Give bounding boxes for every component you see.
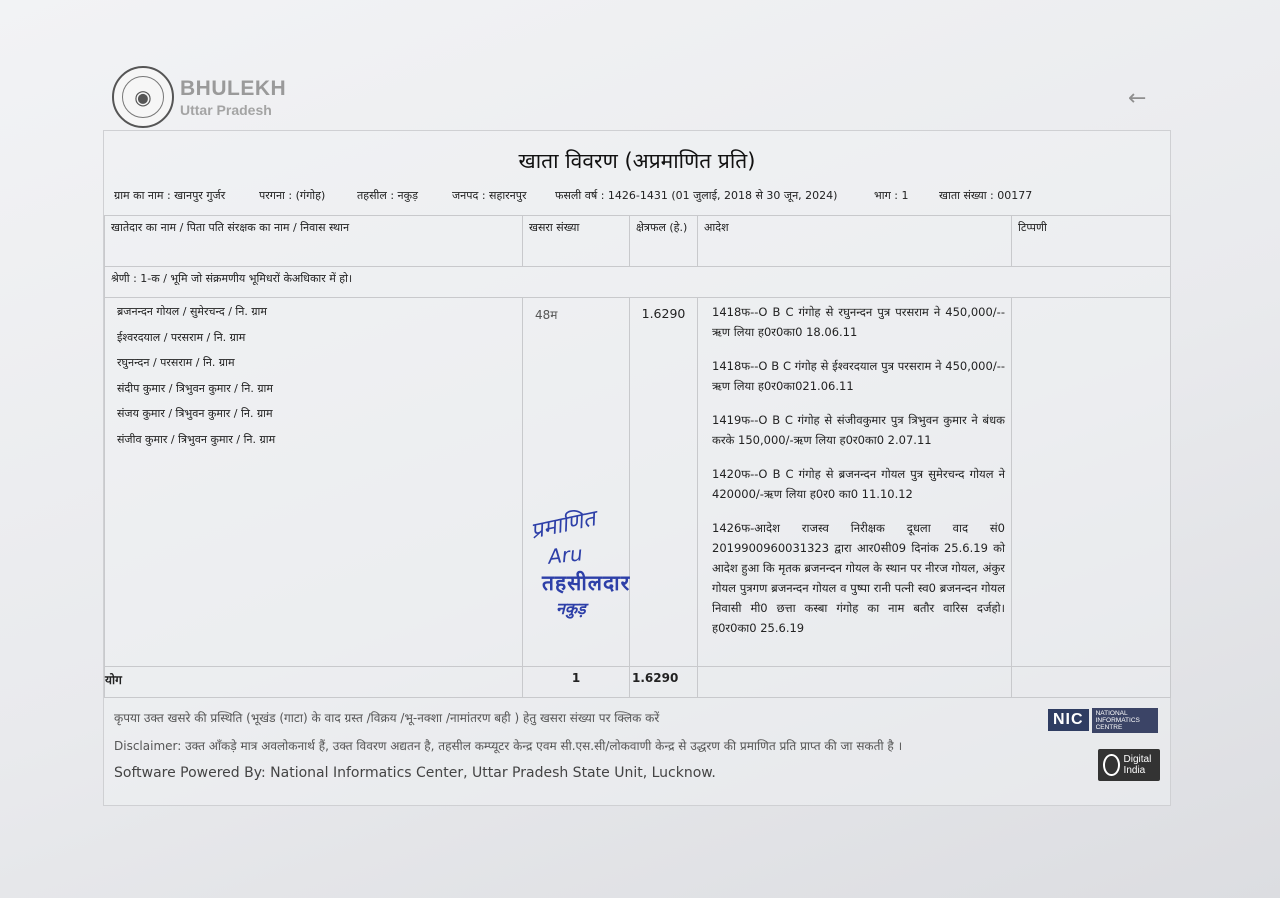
owner-item: संदीप कुमार / त्रिभुवन कुमार / नि. ग्राम [117, 381, 273, 395]
nic-mark: NIC [1048, 709, 1089, 731]
category-row [105, 267, 1171, 298]
pargana: परगना : (गंगोह) [259, 189, 326, 202]
account-number: खाता संख्या : 00177 [939, 189, 1033, 202]
signature-scribble: Aru [546, 541, 584, 569]
order-entry: 1418फ--O B C गंगोह से रघुनन्दन पुत्र परसराम ने 450,000/--ऋण लिया ह0र0का0 18.06.11 [712, 305, 1005, 339]
owner-item: संजय कुमार / त्रिभुवन कुमार / नि. ग्राम [117, 407, 273, 420]
tehsil: तहसील : नकुड़ [357, 189, 418, 202]
up-emblem-logo [112, 66, 174, 128]
nic-fullname: NATIONAL INFORMATICS CENTRE [1092, 708, 1158, 733]
site-header [112, 66, 286, 128]
powered-by: Software Powered By: National Informatics Center, Uttar Pradesh State Unit, Lucknow. [114, 765, 716, 781]
total-remark-empty [1012, 667, 1171, 698]
order-entry: 1420फ--O B C गंगोह से ब्रजनन्दन गोयल पुत्र सुमेरचन्द गोयल ने 420000/-ऋण लिया ह0र0 का0 11.10.12 [712, 467, 1005, 501]
category-label: श्रेणी : 1-क / भूमि जो संक्रमणीय भूमिधरों केअधिकार में हो। [105, 267, 1171, 298]
total-khasra: 1 [523, 667, 630, 698]
disclaimer: Disclaimer: उक्त आँकड़े मात्र अवलोकनार्थ हैं, उक्त विवरण अद्यतन है, तहसील कम्प्यूटर केन्द्र एवम सी.एस.सी/लोकवाणी केन्द्र से उद्धरण की प्रमाणित प्रति प्राप्त की जा सकती है । [114, 739, 903, 753]
part: भाग : 1 [874, 189, 909, 202]
stamp-place: नकुड़ [556, 599, 586, 618]
village-name: ग्राम का नाम : खानपुर गुर्जर [114, 189, 226, 202]
table-header [105, 216, 1171, 267]
brand-title: BHULEKH [180, 76, 287, 100]
total-row [105, 667, 1171, 698]
order-entry: 1418फ--O B C गंगोह से ईश्वरदयाल पुत्र परसराम ने 450,000/--ऋण लिया ह0र0का021.06.11 [712, 359, 1005, 393]
nic-logo [1048, 707, 1158, 733]
owner-item: ईश्वरदयाल / परसराम / नि. ग्राम [117, 330, 246, 344]
total-area: 1.6290 [630, 667, 698, 698]
owners-cell [105, 298, 523, 667]
document-title: खाता विवरण (अप्रमाणित प्रति) [518, 149, 756, 173]
khasra-status-note: कृपया उक्त खसरे की प्रस्थिति (भूखंड (गाटा) के वाद ग्रस्त /विक्रय /भू-नक्शा /नामांतरण बही ) हेतु खसरा संख्या पर क्लिक करें [114, 711, 660, 725]
emblem-icon: ◉ [122, 76, 164, 118]
fasli-year: फसली वर्ष : 1426-1431 (01 जुलाई, 2018 से 30 जून, 2024) [555, 189, 838, 202]
header-area: क्षेत्रफल (हे.) [630, 216, 698, 267]
owner-item: ब्रजनन्दन गोयल / सुमेरचन्द / नि. ग्राम [117, 305, 267, 318]
document-footer [114, 709, 1054, 792]
remark-cell [1012, 298, 1171, 667]
signature-line: प्रमाणित [528, 506, 598, 545]
header-owner: खातेदार का नाम / पिता पति संरक्षक का नाम / निवास स्थान [105, 216, 523, 267]
khasra-link[interactable]: 48म [523, 298, 630, 667]
header-khasra: खसरा संख्या [523, 216, 630, 267]
owner-item: संजीव कुमार / त्रिभुवन कुमार / नि. ग्राम [117, 432, 276, 446]
header-remark: टिप्पणी [1012, 216, 1171, 267]
header-order: आदेश [698, 216, 1012, 267]
tehsildar-signature-stamp [524, 503, 694, 653]
area-value: 1.6290 [630, 298, 698, 667]
arrow-left-icon[interactable]: ← [1128, 86, 1147, 111]
owner-item: रघुनन्दन / परसराम / नि. ग्राम [117, 356, 235, 369]
district: जनपद : सहारनपुर [452, 189, 527, 202]
digital-india-label: Digital India [1123, 754, 1152, 776]
stamp-designation: तहसीलदार [542, 571, 631, 595]
order-entry: 1426फ-आदेश राजस्व निरीक्षक दूधला वाद सं0 2019900960031323 द्वारा आर0सी09 दिनांक 25.6.19 को आदेश हुआ कि मृतक ब्रजनन्दन गोयल के स्थान पर नीरज गोयल, अंकुर गोयल पुत्रगण ब्रजनन्दन गोयल व पुष्पा रानी पत्नी स्व0 ब्रजनन्दन गोयल निवासी मी0 छत्ता कस्बा गंगोह का नाम बतौर वारिस दर्जहो। ह0र0का0 25.6.19 [712, 521, 1005, 635]
orders-cell [698, 298, 1012, 667]
order-entry: 1419फ--O B C गंगोह से संजीवकुमार पुत्र त्रिभुवन कुमार ने बंधक करके 150,000/-ऋण लिया ह0र0का0 2.07.11 [712, 413, 1005, 447]
khata-document [103, 130, 1171, 806]
digital-india-logo [1098, 749, 1160, 781]
brand-subtitle: Uttar Pradesh [180, 101, 272, 118]
total-order-empty [698, 667, 1012, 698]
total-label: योग [105, 667, 523, 698]
digital-india-icon [1103, 754, 1120, 776]
brand [180, 78, 286, 117]
